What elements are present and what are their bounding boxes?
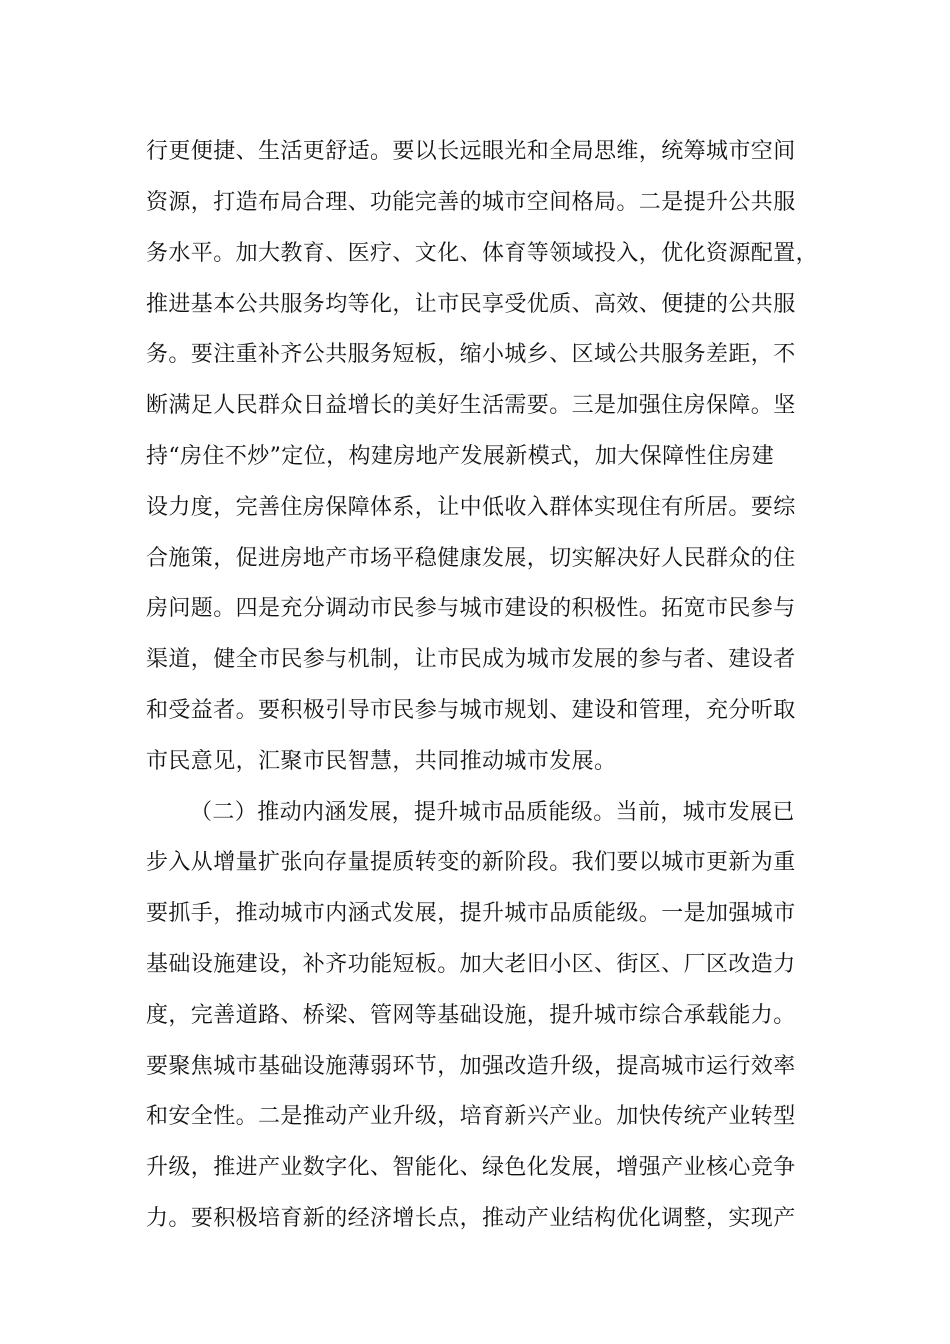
text-line: 步入从增量扩张向存量提质转变的新阶段。我们要以城市更新为重 bbox=[146, 850, 796, 875]
text-line: 设力度，完善住房保障体系，让中低收入群体实现住有所居。要综 bbox=[146, 495, 796, 520]
text-line: 要抓手，推动城市内涵式发展，提升城市品质能级。一是加强城市 bbox=[146, 901, 796, 926]
text-line: 行更便捷、生活更舒适。要以长远眼光和全局思维，统筹城市空间 bbox=[146, 139, 796, 164]
text-line: 合施策，促进房地产市场平稳健康发展，切实解决好人民群众的住 bbox=[146, 546, 796, 571]
section-heading-line: （二）推动内涵发展，提升城市品质能级。当前，城市发展已 bbox=[190, 800, 795, 825]
text-line: 房问题。四是充分调动市民参与城市建设的积极性。拓宽市民参与 bbox=[146, 596, 796, 621]
text-line: 基础设施建设，补齐功能短板。加大老旧小区、街区、厂区改造力 bbox=[146, 952, 796, 977]
text-line: 市民意见，汇聚市民智慧，共同推动城市发展。 bbox=[146, 749, 617, 774]
text-line: 和安全性。二是推动产业升级，培育新兴产业。加快传统产业转型 bbox=[146, 1104, 796, 1129]
text-line: 断满足人民群众日益增长的美好生活需要。三是加强住房保障。坚 bbox=[146, 393, 796, 418]
text-line: 和受益者。要积极引导市民参与城市规划、建设和管理，充分听取 bbox=[146, 698, 796, 723]
text-line: 资源，打造布局合理、功能完善的城市空间格局。二是提升公共服 bbox=[146, 190, 796, 215]
text-line: 力。要积极培育新的经济增长点，推动产业结构优化调整，实现产 bbox=[146, 1206, 796, 1231]
text-line: 持“房住不炒”定位，构建房地产发展新模式，加大保障性住房建 bbox=[146, 444, 775, 469]
text-line: 推进基本公共服务均等化，让市民享受优质、高效、便捷的公共服 bbox=[146, 292, 796, 317]
text-line: 务水平。加大教育、医疗、文化、体育等领域投入，优化资源配置， bbox=[146, 241, 819, 266]
text-line: 要聚焦城市基础设施薄弱环节，加强改造升级，提高城市运行效率 bbox=[146, 1054, 796, 1079]
text-line: 渠道，健全市民参与机制，让市民成为城市发展的参与者、建设者 bbox=[146, 647, 796, 672]
text-line: 升级，推进产业数字化、智能化、绿色化发展，增强产业核心竞争 bbox=[146, 1155, 796, 1180]
text-line: 务。要注重补齐公共服务短板，缩小城乡、区域公共服务差距，不 bbox=[146, 342, 796, 367]
text-line: 度，完善道路、桥梁、管网等基础设施，提升城市综合承载能力。 bbox=[146, 1003, 796, 1028]
